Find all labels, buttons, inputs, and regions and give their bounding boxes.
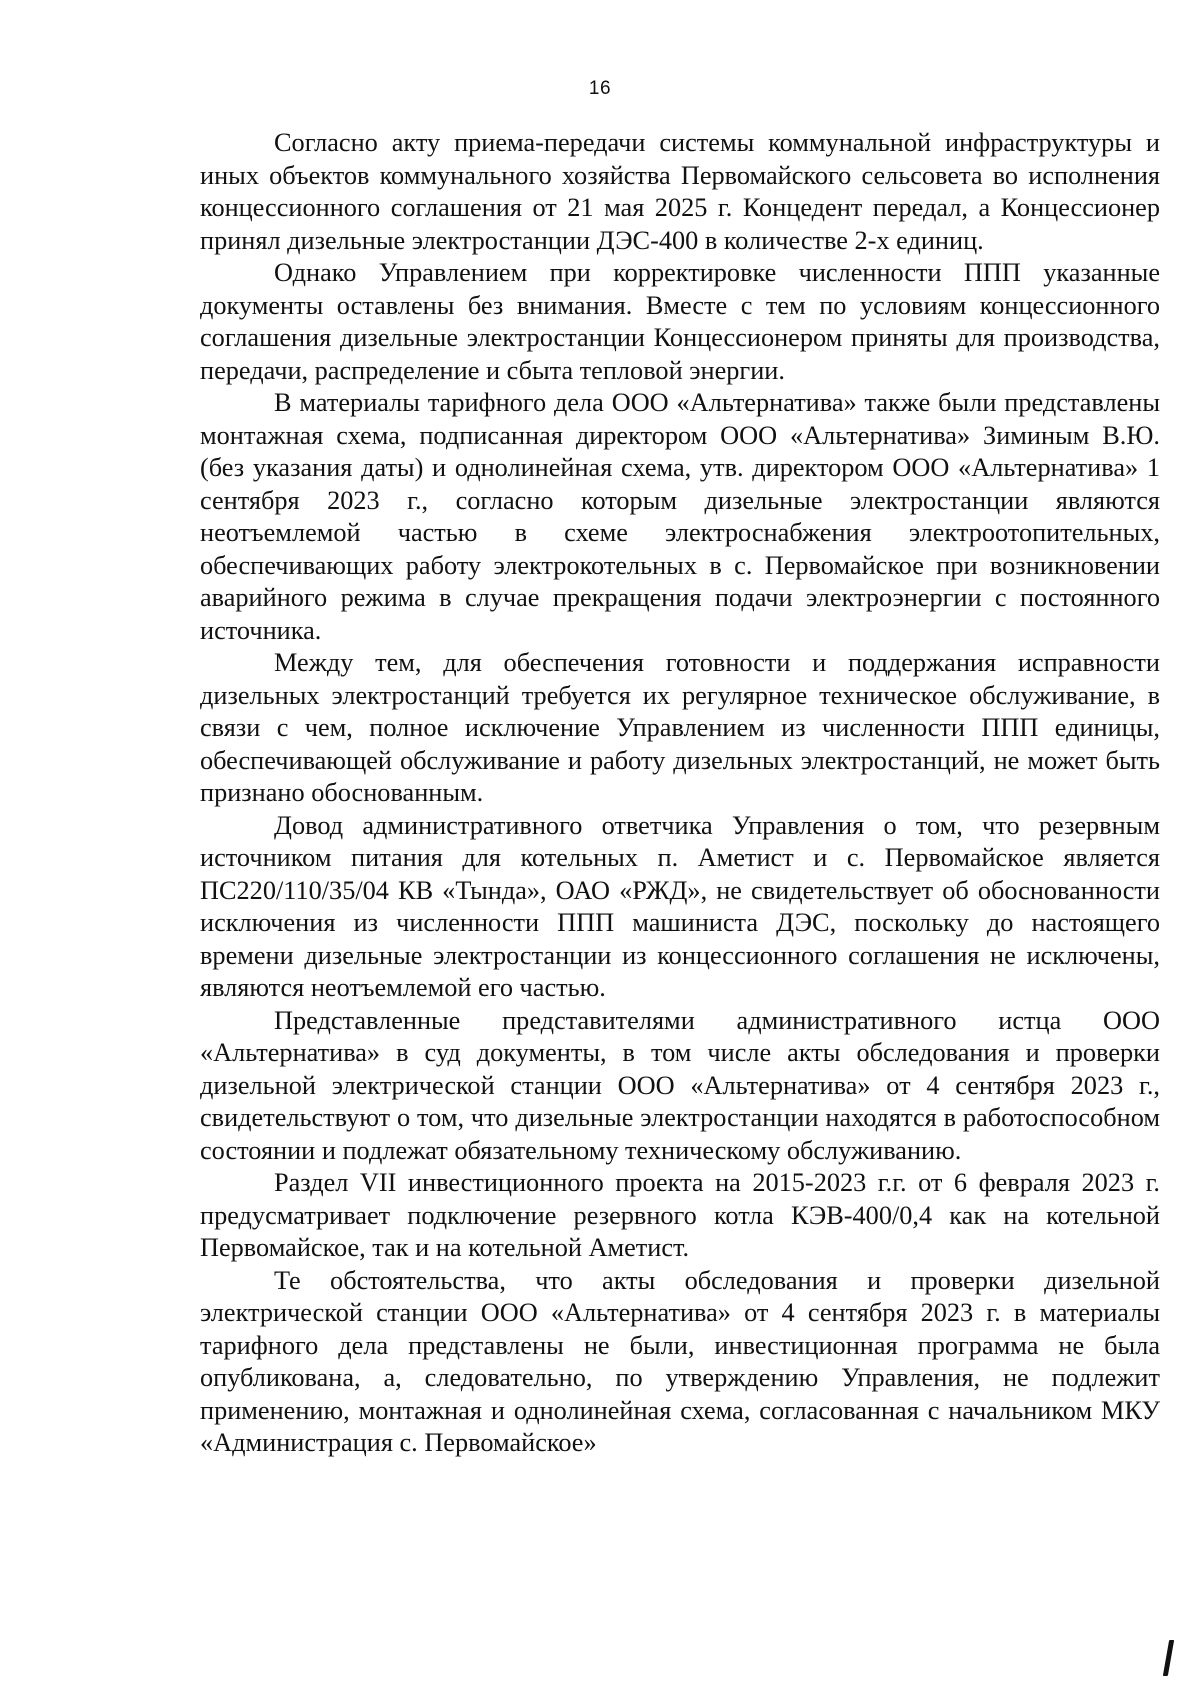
paragraph-7: Раздел VII инвестиционного проекта на 2015-2023 г.г. от 6 февраля 2023 г. предусматривает подключение резервного котла КЭВ-400/0,4 как на котельной Первомайское, так и на котельной Аметист.	[200, 1168, 1160, 1262]
paragraph-3: В материалы тарифного дела ООО «Альтернатива» также были представлены монтажная схема, подписанная директором ООО «Альтернатива» Зиминым В.Ю. (без указания даты) и однолинейная схема, утв. директором ООО «Альтернатива» 1 сентября 2023 г., согласно которым дизельные электростанции являются неотъемлемой частью в схеме электроснабжения электроотопительных, обеспечивающих работу электрокотельных в с. Первомайское при возникновении аварийного режима в случае прекращения подачи электроэнергии с постоянного источника.	[200, 388, 1160, 645]
paragraph-5: Довод административного ответчика Управления о том, что резервным источником питания для котельных п. Аметист и с. Первомайское является ПС220/110/35/04 КВ «Тында», ОАО «РЖД», не свидетельствует об обоснованности исключения из численности ППП машиниста ДЭС, поскольку до настоящего времени дизельные электростанции из концессионного соглашения не исключены, являются неотъемлемой его частью.	[200, 810, 1160, 1002]
document-body	[200, 127, 1160, 1460]
paragraph-6: Представленные представителями административного истца ООО «Альтернатива» в суд документы, в том числе акты обследования и проверки дизельной электрической станции ООО «Альтернатива» от 4 сентября 2023 г., свидетельствуют о том, что дизельные электростанции находятся в работоспособном состоянии и подлежат обязательному техническому обслуживанию.	[200, 1005, 1160, 1165]
page-number: 16	[588, 78, 612, 99]
paragraph-2: Однако Управлением при корректировке численности ППП указанные документы оставлены без внимания. Вместе с тем по условиям концессионного соглашения дизельные электростанции Концессионером приняты для производства, передачи, распределение и сбыта тепловой энергии.	[200, 258, 1160, 385]
paragraph-1: Согласно акту приема-передачи системы коммунальной инфраструктуры и иных объектов коммунального хозяйства Первомайского сельсовета во исполнения концессионного соглашения от 21 мая 2025 г. Концедент передал, а Концессионер принял дизельные электростанции ДЭС-400 в количестве 2-х единиц.	[200, 128, 1160, 255]
paragraph-8: Те обстоятельства, что акты обследования и проверки дизельной электрической станции ООО «Альтернатива» от 4 сентября 2023 г. в материалы тарифного дела представлены не были, инвестиционная программа не была опубликована, а, следовательно, по утверждению Управления, не подлежит применению, монтажная и однолинейная схема, согласованная с начальником МКУ «Администрация с. Первомайское»	[200, 1265, 1160, 1457]
paragraph-4: Между тем, для обеспечения готовности и поддержания исправности дизельных электростанций требуется их регулярное техническое обслуживание, в связи с чем, полное исключение Управлением из численности ППП единицы, обеспечивающей обслуживание и работу дизельных электростанций, не может быть признано обоснованным.	[200, 648, 1160, 807]
margin-ink-mark	[1163, 1640, 1174, 1676]
